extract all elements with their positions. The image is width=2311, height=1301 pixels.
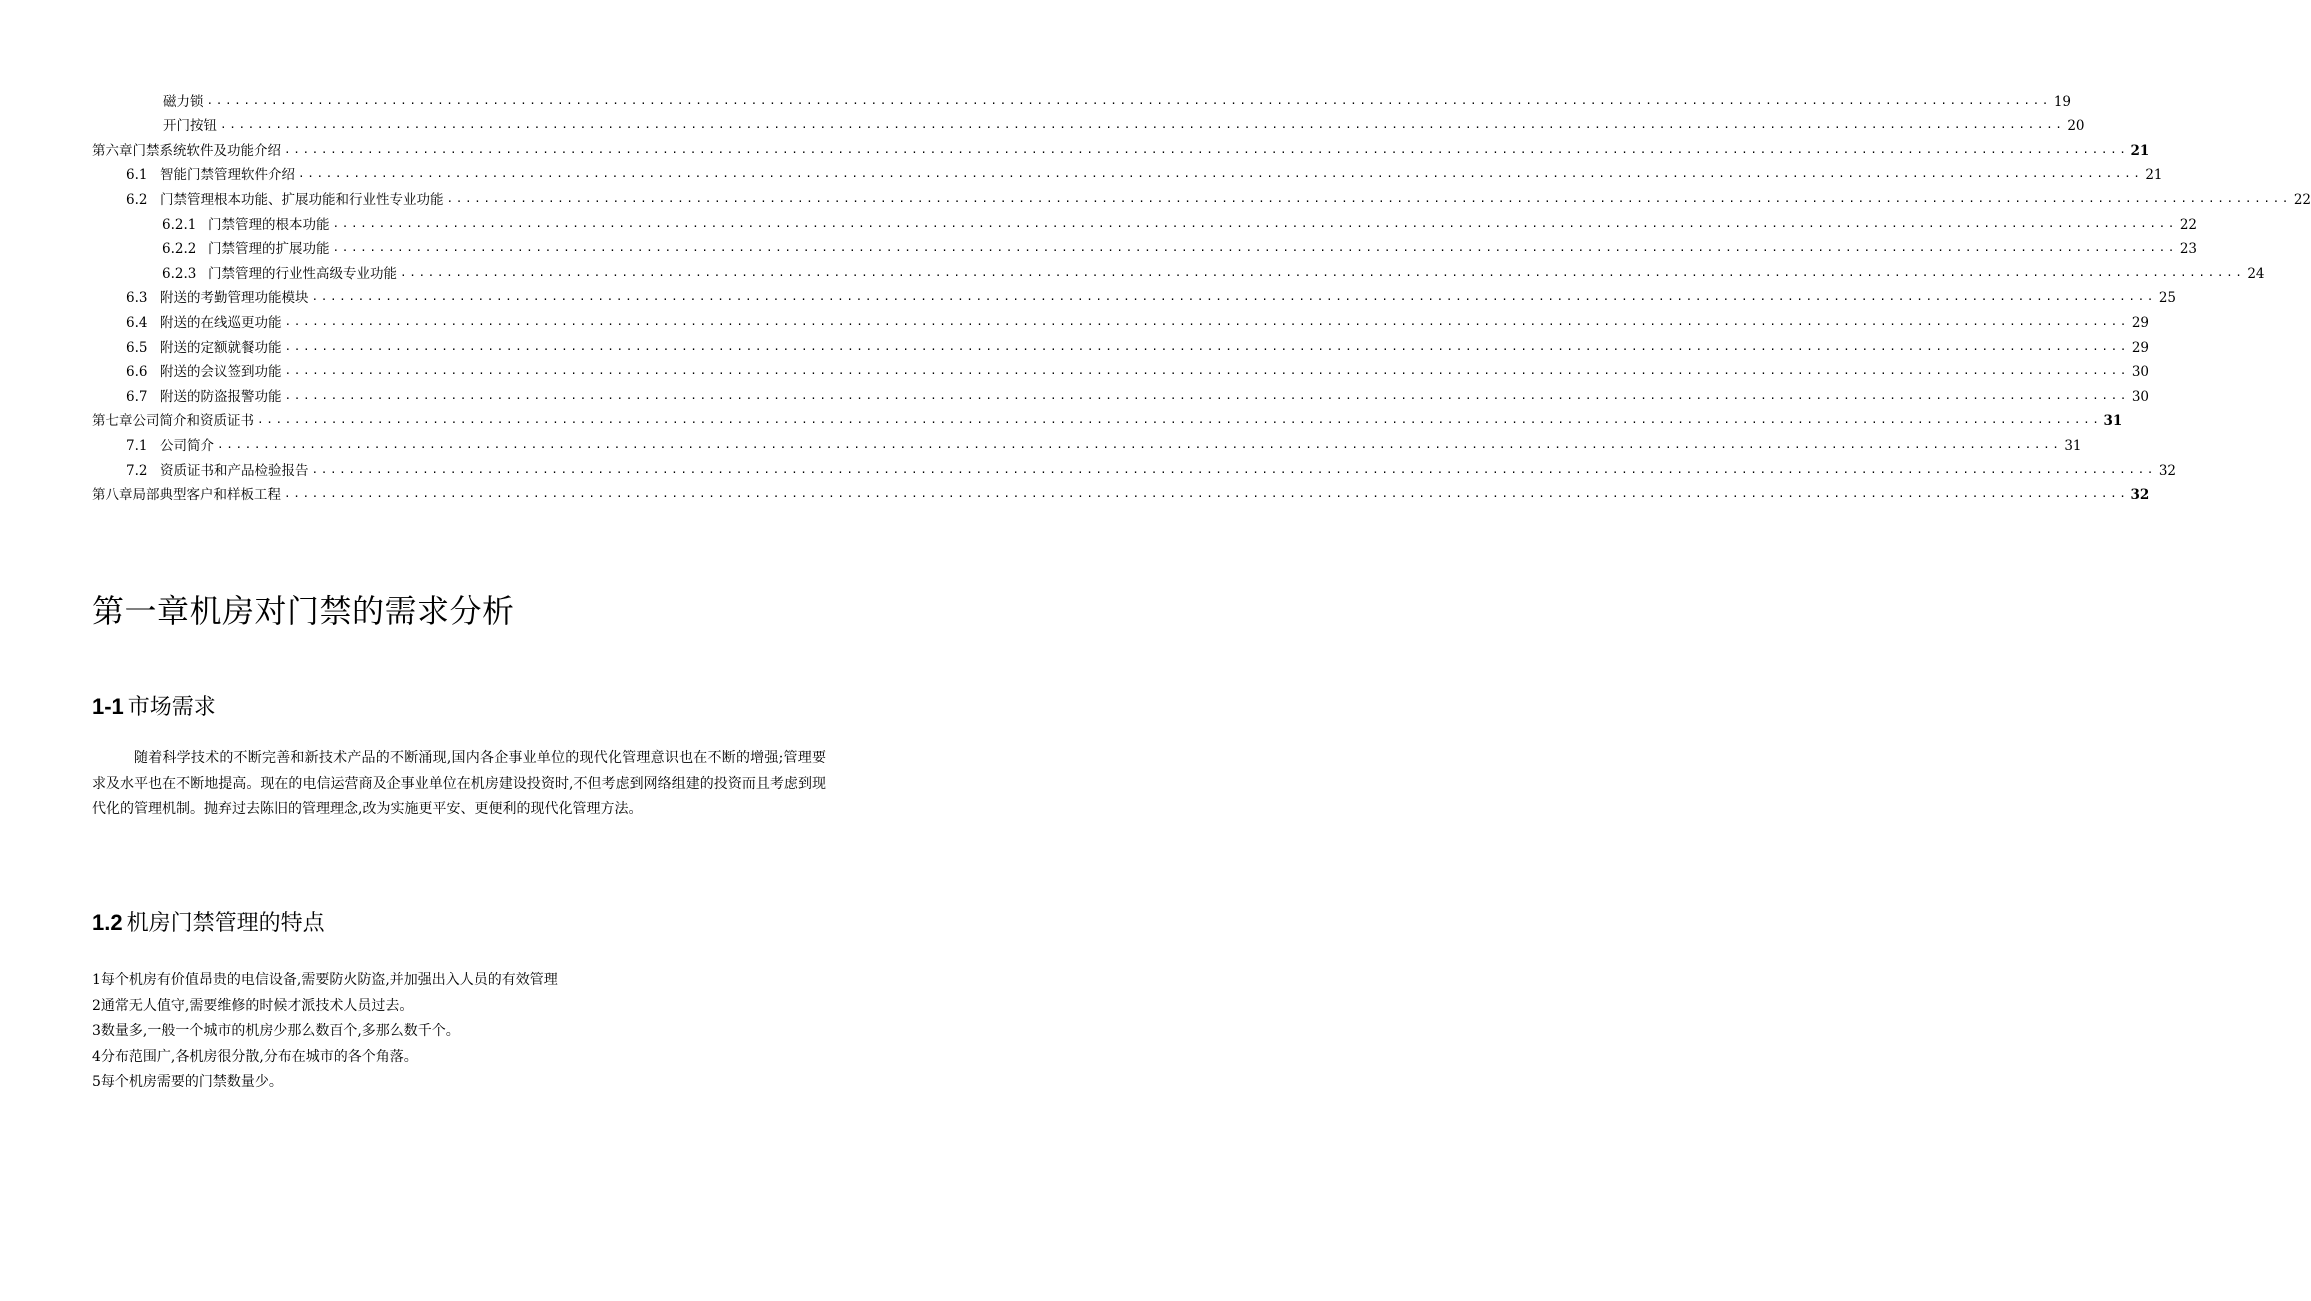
toc-page-number: 20 [2067, 118, 2085, 135]
toc-entry-text: 公司简介 [160, 437, 214, 454]
toc-entry-text: 附送的定额就餐功能 [160, 339, 282, 356]
toc-entry-label [126, 166, 298, 184]
toc-entry[interactable] [92, 258, 2265, 283]
section-heading-features [92, 906, 325, 937]
toc-page-number: 31 [2103, 413, 2123, 430]
toc-entry[interactable] [92, 381, 2150, 406]
features-list [92, 968, 826, 1096]
toc-leader-dots: ........................................................................................................................................................................................................ [284, 142, 2129, 156]
toc-page-number: 19 [2053, 93, 2072, 110]
toc-entry[interactable] [92, 307, 2150, 332]
toc-leader-dots: ........................................................................................................................................................................................................ [220, 118, 2065, 132]
toc-entry-text: 附送的在线巡更功能 [160, 314, 282, 331]
toc-entry-text: 门禁管理的根本功能 [208, 216, 330, 233]
toc-entry-number: 6.2 [126, 191, 148, 208]
market-demand-paragraph: 随着科学技术的不断完善和新技术产品的不断涌现,国内各企事业单位的现代化管理意识也在不断的增强;管理要求及水平也在不断地提高。现在的电信运营商及企事业单位在机房建设投资时,不但考虑到网络组建的投资而且考虑到现代化的管理机制。抛弃过去陈旧的管理理念,改为实施更平安、更便利的现代化管理方法。 [92, 750, 826, 818]
toc-entry[interactable] [92, 357, 2150, 382]
toc-entry-label [92, 486, 284, 504]
toc-page-number: 21 [2145, 167, 2163, 184]
toc-leader-dots: ........................................................................................................................................................................................................ [284, 487, 2129, 501]
toc-leader-dots: ........................................................................................................................................................................................................ [284, 388, 2130, 402]
toc-entry-text: 门禁管理的行业性高级专业功能 [208, 265, 397, 282]
toc-page-number: 24 [2247, 265, 2265, 282]
toc-entry-label [92, 142, 284, 160]
toc-entry-text: 资质证书和产品检验报告 [160, 462, 309, 479]
toc-leader-dots: ........................................................................................................................................................................................................ [311, 462, 2157, 476]
toc-entry-number: 7.1 [126, 437, 148, 454]
toc-page-number: 22 [2179, 216, 2198, 233]
toc-entry-label [92, 412, 257, 430]
toc-leader-dots: ........................................................................................................................................................................................................ [332, 241, 2178, 255]
toc-entry[interactable] [92, 160, 2163, 185]
toc-entry-number: 6.4 [126, 314, 148, 331]
toc-entry-label [163, 93, 207, 111]
toc-leader-dots: ........................................................................................................................................................................................................ [311, 290, 2157, 304]
toc-leader-dots: ........................................................................................................................................................................................................ [284, 364, 2130, 378]
toc-entry-number: 6.7 [126, 388, 148, 405]
toc-entry-label [126, 191, 447, 209]
toc-page-number: 32 [2130, 487, 2150, 504]
toc-entry-label [126, 437, 217, 455]
toc-leader-dots: ........................................................................................................................................................................................................ [332, 216, 2178, 230]
toc-page-number: 29 [2131, 339, 2150, 356]
toc-leader-dots: ........................................................................................................................................................................................................ [284, 339, 2130, 353]
section-title-text: 机房门禁管理的特点 [126, 911, 325, 936]
toc-page-number: 32 [2158, 462, 2177, 479]
toc-leader-dots: ........................................................................................................................................................................................................ [217, 437, 2062, 451]
toc-entry-label [162, 216, 333, 234]
toc-leader-dots: ........................................................................................................................................................................................................ [206, 93, 2052, 107]
toc-entry[interactable] [92, 283, 2177, 308]
chapter-title: 第一章机房对门禁的需求分析 [92, 592, 515, 630]
toc-entry-label [162, 265, 400, 283]
toc-leader-dots: ........................................................................................................................................................................................................ [298, 167, 2143, 181]
toc-entry-label [126, 339, 285, 357]
list-item: 2通常无人值守,需要维修的时候才派技术人员过去。 [92, 997, 414, 1014]
toc-entry-text: 第六章门禁系统软件及功能介绍 [92, 142, 281, 159]
section-title-text: 市场需求 [127, 695, 216, 720]
toc-page-number: 30 [2131, 388, 2150, 405]
toc-page-number: 29 [2131, 314, 2150, 331]
toc-entry-number: 6.2.3 [162, 265, 197, 282]
toc-entry-label [162, 240, 333, 258]
toc-entry-number: 6.6 [126, 364, 148, 381]
toc-entry[interactable] [92, 184, 2311, 209]
toc-entry[interactable] [92, 135, 2150, 160]
list-item: 4分布范围广,各机房很分散,分布在城市的各个角落。 [92, 1048, 418, 1065]
toc-entry[interactable] [92, 86, 2072, 111]
toc-page-number: 23 [2179, 241, 2198, 258]
section-heading-market-demand [92, 690, 216, 721]
toc-entry-text: 门禁管理根本功能、扩展功能和行业性专业功能 [160, 191, 444, 208]
toc-entry-text: 智能门禁管理软件介绍 [160, 167, 295, 184]
toc-entry-text: 第七章公司简介和资质证书 [92, 413, 254, 430]
list-item: 3数量多,一般一个城市的机房少那么数百个,多那么数千个。 [92, 1023, 460, 1040]
toc-entry[interactable] [92, 430, 2082, 455]
toc-entry[interactable] [92, 209, 2198, 234]
toc-entry-text: 门禁管理的扩展功能 [208, 241, 330, 258]
toc-entry-number: 6.1 [126, 167, 148, 184]
toc-entry-number: 6.5 [126, 339, 148, 356]
toc-page-number: 31 [2064, 437, 2082, 454]
toc-leader-dots: ........................................................................................................................................................................................................ [400, 265, 2245, 279]
toc-leader-dots: ........................................................................................................................................................................................................ [446, 191, 2292, 205]
toc-page-number: 30 [2131, 364, 2150, 381]
toc-entry-number: 6.2.1 [162, 216, 197, 233]
toc-entry[interactable] [92, 406, 2123, 431]
toc-entry-text: 第八章局部典型客户和样板工程 [92, 487, 281, 504]
toc-entry-label [126, 363, 285, 381]
toc-entry-text: 开门按钮 [163, 118, 217, 135]
toc-entry[interactable] [92, 455, 2177, 480]
toc-entry-text: 附送的考勤管理功能模块 [160, 290, 309, 307]
table-of-contents [92, 86, 2311, 504]
toc-page-number: 21 [2130, 142, 2150, 159]
toc-entry-label [126, 314, 285, 332]
toc-entry-label [126, 289, 312, 307]
section-number: 1.2 [92, 910, 123, 935]
section-number: 1-1 [92, 694, 124, 719]
toc-entry-text: 磁力锁 [163, 93, 204, 110]
toc-entry-number: 6.3 [126, 290, 148, 307]
toc-page-number: 25 [2158, 290, 2177, 307]
toc-entry[interactable] [92, 234, 2198, 259]
toc-entry-number: 7.2 [126, 462, 148, 479]
toc-leader-dots: ........................................................................................................................................................................................................ [257, 413, 2102, 427]
toc-leader-dots: ........................................................................................................................................................................................................ [284, 314, 2130, 328]
toc-entry[interactable] [92, 111, 2085, 136]
list-item: 5每个机房需要的门禁数量少。 [92, 1074, 283, 1091]
toc-entry[interactable] [92, 332, 2150, 357]
toc-entry-label [163, 117, 220, 135]
toc-entry-label [126, 462, 312, 480]
toc-entry-label [126, 388, 285, 406]
toc-entry-text: 附送的会议签到功能 [160, 364, 282, 381]
toc-entry[interactable] [92, 480, 2150, 505]
toc-entry-text: 附送的防盗报警功能 [160, 388, 282, 405]
list-item: 1每个机房有价值昂贵的电信设备,需要防火防盗,并加强出入人员的有效管理 [92, 972, 558, 988]
toc-page-number: 22 [2293, 191, 2311, 208]
toc-entry-number: 6.2.2 [162, 241, 197, 258]
